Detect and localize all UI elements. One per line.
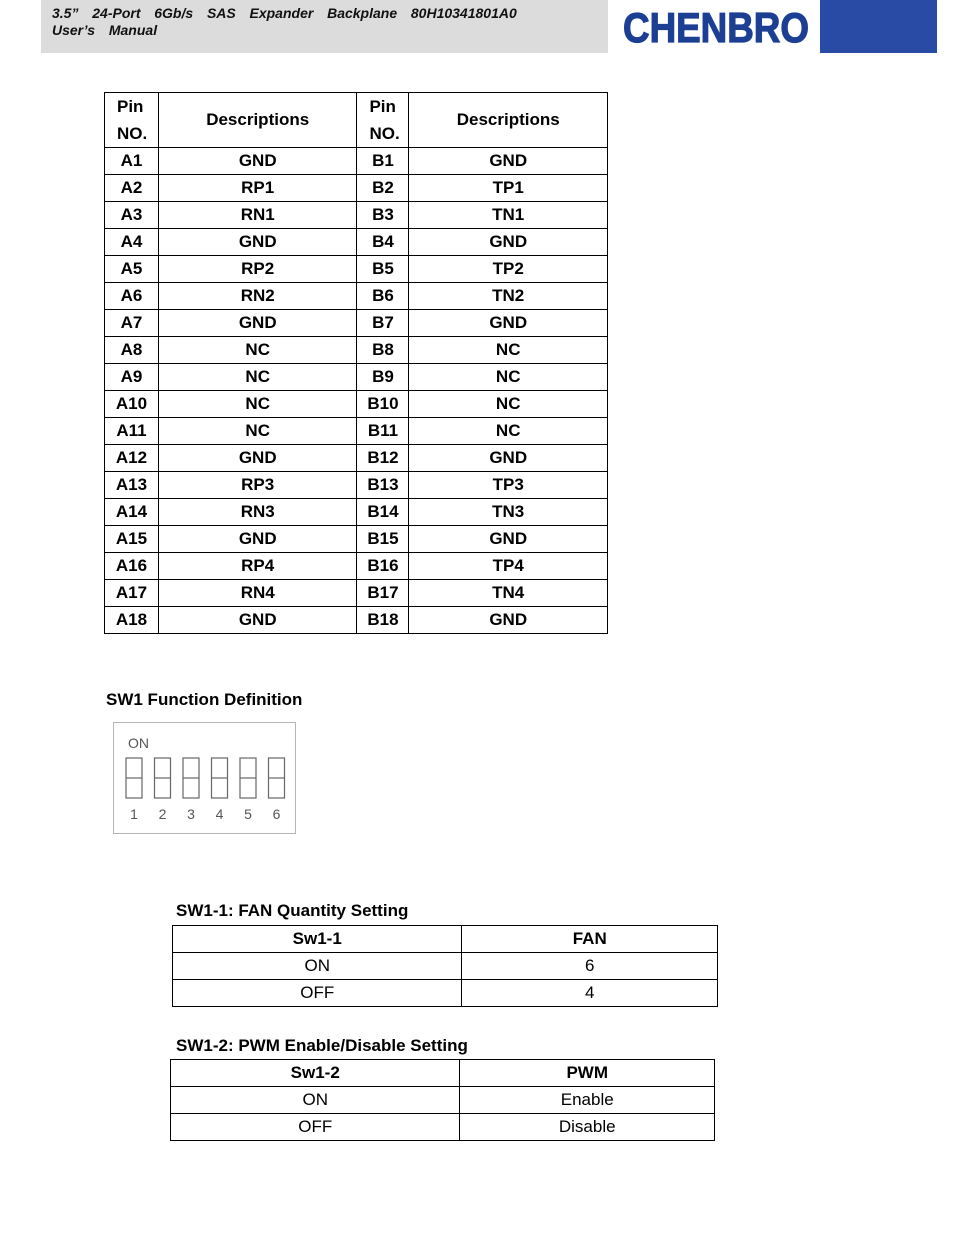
pin-b-number: B7 <box>357 310 409 337</box>
table-row <box>105 229 608 256</box>
pin-a-number: A7 <box>105 310 159 337</box>
table-row <box>105 364 608 391</box>
pin-a-number: A3 <box>105 202 159 229</box>
pin-a-number: A1 <box>105 148 159 175</box>
pin-a-description: RP4 <box>158 553 357 580</box>
pin-table-header-pin-b: Pin NO. <box>357 93 409 148</box>
pin-a-description: NC <box>158 337 357 364</box>
sw1-2-cell-state: ON <box>171 1087 460 1114</box>
pin-a-number: A2 <box>105 175 159 202</box>
pin-definition-table <box>104 92 608 634</box>
pin-a-description: GND <box>158 526 357 553</box>
table-row <box>105 418 608 445</box>
pin-b-description: GND <box>409 526 608 553</box>
table-row <box>171 1114 715 1141</box>
pin-b-number: B1 <box>357 148 409 175</box>
pin-b-description: GND <box>409 148 608 175</box>
pin-b-number: B6 <box>357 283 409 310</box>
pin-b-number: B3 <box>357 202 409 229</box>
table-row <box>173 980 718 1007</box>
dip-switch-illustration <box>113 722 296 834</box>
pin-a-number: A16 <box>105 553 159 580</box>
pin-b-description: NC <box>409 337 608 364</box>
pin-b-number: B16 <box>357 553 409 580</box>
sw1-2-header-row <box>171 1060 715 1087</box>
pin-table-body <box>105 148 608 634</box>
table-row <box>105 472 608 499</box>
pin-b-number: B14 <box>357 499 409 526</box>
pin-a-description: NC <box>158 391 357 418</box>
pin-b-description: TN3 <box>409 499 608 526</box>
dip-switch-on-label: ON <box>128 735 149 751</box>
table-row <box>105 175 608 202</box>
pin-b-number: B15 <box>357 526 409 553</box>
pin-a-description: RN2 <box>158 283 357 310</box>
table-row <box>105 202 608 229</box>
pin-a-description: GND <box>158 445 357 472</box>
pin-table-header-row <box>105 93 608 148</box>
header-title-line1: 3.5” 24-Port 6Gb/s SAS Expander Backplane 80H10341801A0 <box>52 5 517 21</box>
pin-a-number: A13 <box>105 472 159 499</box>
pin-a-number: A17 <box>105 580 159 607</box>
pin-b-number: B5 <box>357 256 409 283</box>
pin-b-description: TP4 <box>409 553 608 580</box>
sw1-1-section-title: SW1-1: FAN Quantity Setting <box>176 901 409 920</box>
dip-switch-number: 4 <box>215 806 224 822</box>
pin-b-description: NC <box>409 364 608 391</box>
table-row <box>105 553 608 580</box>
pin-a-description: RN3 <box>158 499 357 526</box>
pin-b-number: B17 <box>357 580 409 607</box>
pin-b-number: B18 <box>357 607 409 634</box>
sw1-1-cell-state: ON <box>173 953 462 980</box>
pin-b-description: GND <box>409 310 608 337</box>
sw1-section-title: SW1 Function Definition <box>106 690 303 709</box>
header-title <box>52 5 517 39</box>
pin-a-description: NC <box>158 364 357 391</box>
pin-a-description: NC <box>158 418 357 445</box>
pin-a-number: A15 <box>105 526 159 553</box>
chenbro-logo <box>619 4 813 50</box>
table-row <box>173 953 718 980</box>
sw1-2-header-pwm: PWM <box>460 1060 715 1087</box>
table-row <box>105 337 608 364</box>
dip-switch-number: 6 <box>272 806 281 822</box>
sw1-2-pwm-table <box>170 1059 715 1141</box>
table-row <box>105 391 608 418</box>
pin-b-number: B10 <box>357 391 409 418</box>
table-row <box>105 580 608 607</box>
pin-b-number: B8 <box>357 337 409 364</box>
pin-a-description: RN4 <box>158 580 357 607</box>
sw1-1-header-fan: FAN <box>462 926 718 953</box>
sw1-1-header-switch: Sw1-1 <box>173 926 462 953</box>
pin-b-description: TP3 <box>409 472 608 499</box>
pin-a-description: GND <box>158 229 357 256</box>
pin-a-description: GND <box>158 148 357 175</box>
pin-a-number: A18 <box>105 607 159 634</box>
sw1-2-cell-state: OFF <box>171 1114 460 1141</box>
pin-a-number: A5 <box>105 256 159 283</box>
pin-b-description: TN4 <box>409 580 608 607</box>
table-row <box>171 1087 715 1114</box>
pin-a-number: A12 <box>105 445 159 472</box>
logo-wordmark: CHENBRO <box>623 4 809 51</box>
table-row <box>105 256 608 283</box>
sw1-2-header-switch: Sw1-2 <box>171 1060 460 1087</box>
pin-table-header-desc-a: Descriptions <box>158 93 357 148</box>
sw1-2-cell-pwm: Disable <box>460 1114 715 1141</box>
pin-b-number: B2 <box>357 175 409 202</box>
table-row <box>105 283 608 310</box>
pin-b-number: B12 <box>357 445 409 472</box>
pin-a-number: A6 <box>105 283 159 310</box>
pin-b-number: B13 <box>357 472 409 499</box>
pin-b-description: TP1 <box>409 175 608 202</box>
pin-b-description: GND <box>409 229 608 256</box>
sw1-1-cell-state: OFF <box>173 980 462 1007</box>
pin-a-number: A8 <box>105 337 159 364</box>
pin-a-description: RP1 <box>158 175 357 202</box>
pin-a-number: A4 <box>105 229 159 256</box>
dip-switch-number: 2 <box>158 806 167 822</box>
pin-a-description: RP3 <box>158 472 357 499</box>
pin-b-number: B9 <box>357 364 409 391</box>
header-title-line2: User’s Manual <box>52 22 158 38</box>
sw1-2-section-title: SW1-2: PWM Enable/Disable Setting <box>176 1036 468 1055</box>
pin-b-description: TN2 <box>409 283 608 310</box>
pin-b-description: NC <box>409 391 608 418</box>
pin-a-description: GND <box>158 607 357 634</box>
pin-b-description: TP2 <box>409 256 608 283</box>
pin-table-header-pin-a: Pin NO. <box>105 93 159 148</box>
dip-switch-number: 3 <box>187 806 195 822</box>
pin-a-number: A14 <box>105 499 159 526</box>
dip-switch-number: 1 <box>130 806 138 822</box>
sw1-1-cell-fan: 4 <box>462 980 718 1007</box>
pin-b-description: GND <box>409 445 608 472</box>
pin-b-number: B4 <box>357 229 409 256</box>
pin-a-description: RN1 <box>158 202 357 229</box>
pin-a-number: A9 <box>105 364 159 391</box>
dip-switch-number: 5 <box>244 806 252 822</box>
table-row <box>105 148 608 175</box>
sw1-2-cell-pwm: Enable <box>460 1087 715 1114</box>
sw1-1-header-row <box>173 926 718 953</box>
table-row <box>105 310 608 337</box>
table-row <box>105 526 608 553</box>
sw1-1-fan-table <box>172 925 718 1007</box>
pin-table-header-desc-b: Descriptions <box>409 93 608 148</box>
sw1-1-cell-fan: 6 <box>462 953 718 980</box>
pin-b-number: B11 <box>357 418 409 445</box>
pin-a-number: A11 <box>105 418 159 445</box>
brand-color-block <box>820 0 937 53</box>
table-row <box>105 445 608 472</box>
pin-a-description: RP2 <box>158 256 357 283</box>
table-row <box>105 607 608 634</box>
pin-b-description: TN1 <box>409 202 608 229</box>
table-row <box>105 499 608 526</box>
pin-b-description: NC <box>409 418 608 445</box>
pin-b-description: GND <box>409 607 608 634</box>
pin-a-number: A10 <box>105 391 159 418</box>
pin-a-description: GND <box>158 310 357 337</box>
